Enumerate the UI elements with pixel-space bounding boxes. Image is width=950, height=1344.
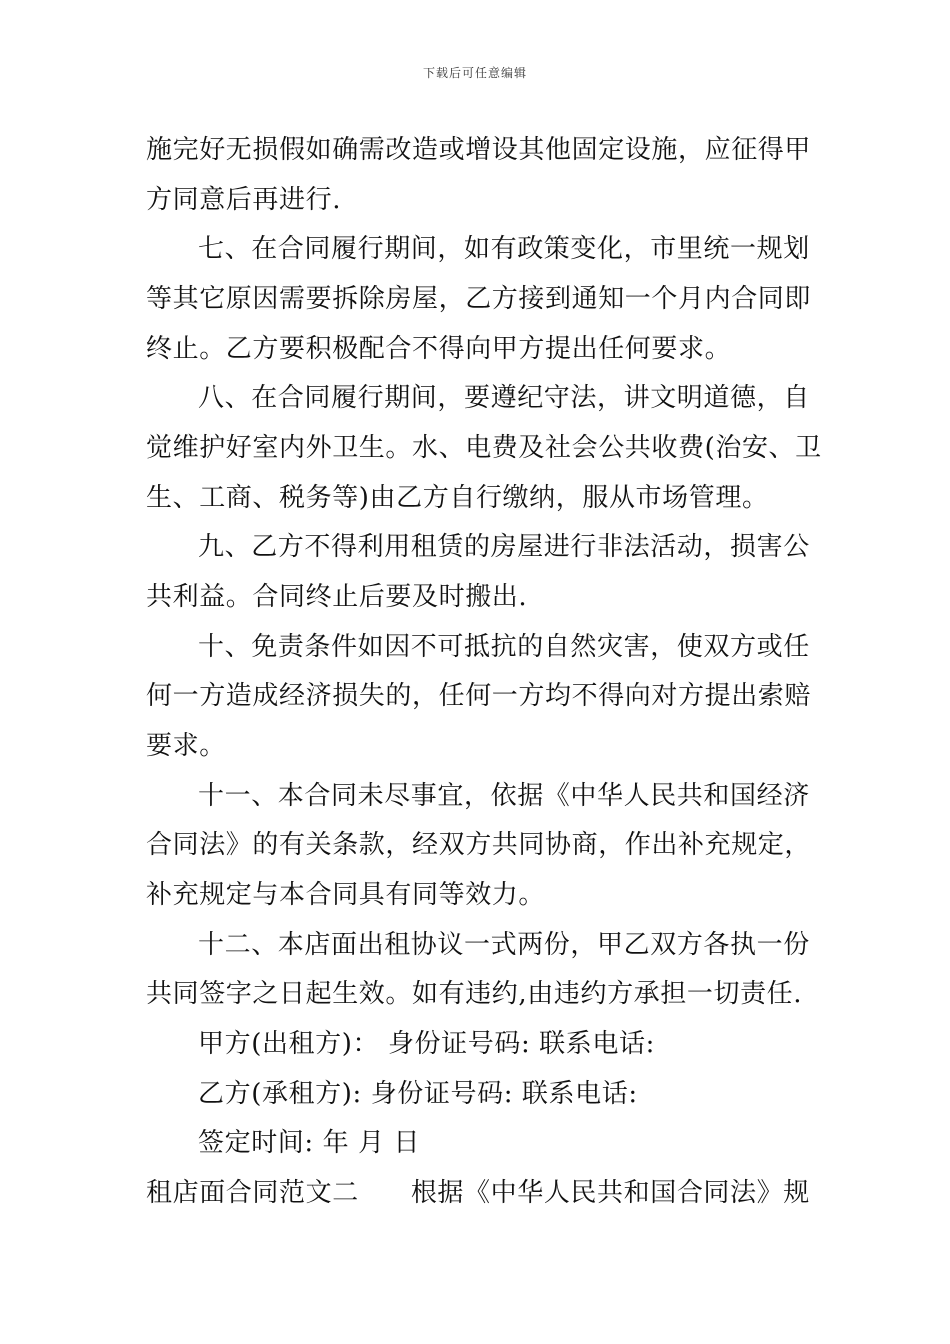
paragraph-line: 施完好无损假如确需改造或增设其他固定设施，应征得甲 xyxy=(146,135,812,165)
next-section-text: 根据《中华人民共和国合同法》规 xyxy=(410,1178,810,1208)
paragraph-line: 方同意后再进行. xyxy=(146,185,342,215)
paragraph-line: 终止。乙方要积极配合不得向甲方提出任何要求。 xyxy=(146,334,732,364)
signing-date-line: 签定时间: 年 月 日 xyxy=(198,1128,421,1158)
next-section-title: 租店面合同范文二 xyxy=(146,1178,359,1208)
paragraph-line: 补充规定与本合同具有同等效力。 xyxy=(146,880,546,910)
paragraph-line: 共同签字之日起生效。如有违约,由违约方承担一切责任. xyxy=(146,979,803,1009)
paragraph-line: 等其它原因需要拆除房屋，乙方接到通知一个月内合同即 xyxy=(146,284,812,314)
next-section-line xyxy=(146,1178,810,1208)
clause-10-line: 十、免责条件如因不可抵抗的自然灾害，使双方或任 xyxy=(198,632,810,662)
clause-7-line: 七、在合同履行期间，如有政策变化，市里统一规划 xyxy=(198,234,810,264)
clause-8-line: 八、在合同履行期间，要遵纪守法，讲文明道德，自 xyxy=(198,383,810,413)
paragraph-line: 要求。 xyxy=(146,731,226,761)
party-b-signature-line: 乙方(承租方): 身份证号码: 联系电话: xyxy=(198,1079,638,1109)
paragraph-line: 共利益。合同终止后要及时搬出. xyxy=(146,582,528,612)
clause-9-line: 九、乙方不得利用租赁的房屋进行非法活动，损害公 xyxy=(198,532,810,562)
party-a-signature-line: 甲方(出租方)： 身份证号码: 联系电话: xyxy=(198,1029,655,1059)
clause-12-line: 十二、本店面出租协议一式两份，甲乙双方各执一份 xyxy=(198,930,810,960)
clause-11-line: 十一、本合同未尽事宜，依据《中华人民共和国经济 xyxy=(198,781,810,811)
paragraph-line: 生、工商、税务等)由乙方自行缴纳，服从市场管理。 xyxy=(146,483,769,513)
paragraph-line: 觉维护好室内外卫生。水、电费及社会公共收费(治安、卫 xyxy=(146,433,822,463)
paragraph-line: 何一方造成经济损失的，任何一方均不得向对方提出索赔 xyxy=(146,681,812,711)
page-header: 下载后可任意编辑 xyxy=(422,66,527,80)
paragraph-line: 合同法》的有关条款，经双方共同协商，作出补充规定， xyxy=(146,830,812,860)
